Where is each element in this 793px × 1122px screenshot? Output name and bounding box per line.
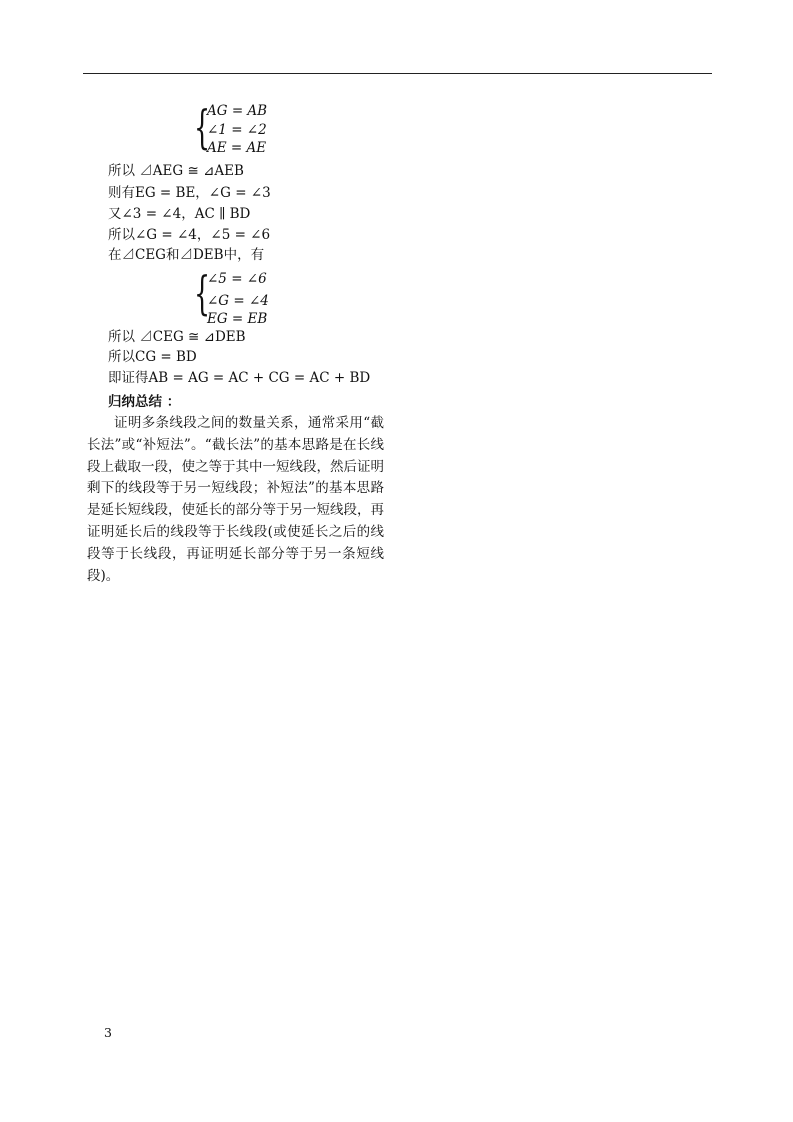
equation-row: AG = AB (207, 103, 268, 119)
proof-line: 则有EG = BE，∠G = ∠3 (108, 185, 271, 201)
equation-row: ∠G = ∠4 (207, 293, 269, 309)
equation-row: ∠5 = ∠6 (207, 271, 267, 287)
proof-line: 又∠3 = ∠4，AC ∥ BD (108, 206, 251, 222)
summary-paragraph: 证明多条线段之间的数量关系，通常采用“截长法”或“补短法”。“截长法”的基本思路是在长线段上截取一段，使之等于其中一短线段，然后证明剩下的线段等于另一短线段；补短法”的基本思路是延长短线段，使延长的部分等于另一短线段，再证明延长后的线段等于长线段(或使延长之后的线段等于长线段，再证明延长部分等于另一条短线段)。 (87, 415, 384, 584)
page-number: 3 (104, 1025, 112, 1040)
proof-line: 所以 ⊿CEG ≅ ⊿DEB (108, 329, 246, 345)
left-brace: { (194, 266, 211, 320)
proof-line: 所以 ⊿AEG ≅ ⊿AEB (108, 163, 244, 179)
proof-line: 所以CG = BD (108, 349, 197, 365)
left-brace: { (194, 100, 211, 154)
equation-row: EG = EB (207, 311, 268, 327)
equation-row: ∠1 = ∠2 (207, 122, 267, 138)
equation-row: AE = AE (207, 140, 267, 156)
proof-line: 在⊿CEG和⊿DEB中，有 (108, 247, 265, 263)
header-rule (83, 73, 712, 74)
proof-line: 所以∠G = ∠4，∠5 = ∠6 (108, 227, 271, 243)
proof-line: 即证得AB = AG = AC + CG = AC + BD (108, 370, 371, 386)
summary-heading: 归纳总结 ： (108, 394, 181, 410)
